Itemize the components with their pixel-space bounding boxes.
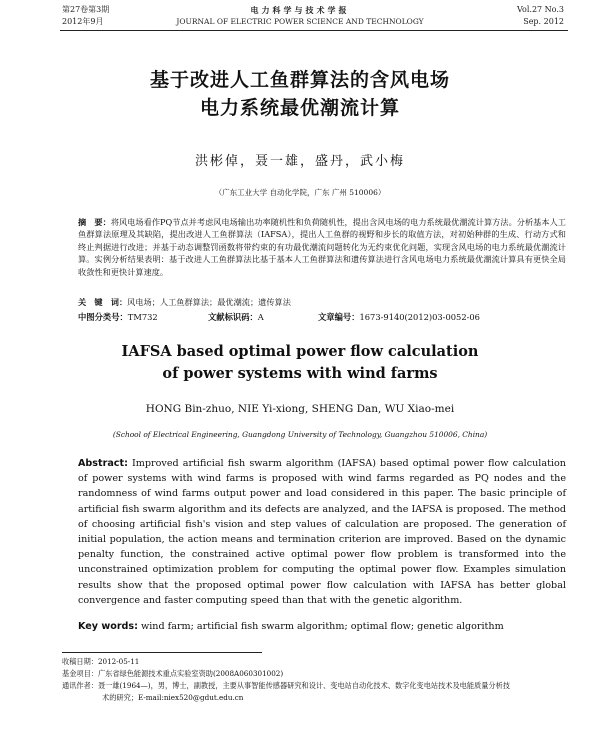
header-date-en: Sep. 2012 xyxy=(523,17,564,26)
doc-value: A xyxy=(257,312,264,322)
footnote-author-line2: 术的研究；E-mail:niex520@gdut.edu.cn xyxy=(102,693,244,702)
cn-title-line2: 电力系统最优潮流计算 xyxy=(199,97,400,119)
cn-authors: 洪彬倬，聂一雄，盛丹，武小梅 xyxy=(194,154,405,169)
header-volume-cn: 第27卷第3期 xyxy=(62,5,110,14)
clc-number xyxy=(78,311,158,323)
header-date-cn: 2012年9月 xyxy=(62,17,104,26)
header-journal-cn: 电力科学与技术学报 xyxy=(250,5,350,15)
en-abstract-text: Improved artificial fish swarm algorithm (IAFSA) based optimal power flow calculation of power systems with wind farms is proposed with wind farms regarded as PQ nodes and the randomness of wind farms output power and load considered in this paper. The basic principle of artificial fish swarm algorithm and its defects are analyzed, and the IAFSA is proposed. The method of choosing artificial fish's vision and step values of calculation are proposed. The generation of initial population, the action means and termination criterion are improved. Based on the dynamic penalty function, the constrained active optimal power flow problem is transformed into the unconstrained optimization problem for computing the optimal power flow. Examples simulation results show that the proposed optimal power flow calculation with IAFSA has better global convergence and faster computing speed than that with the genetic algorithm. xyxy=(78,458,566,606)
en-keywords xyxy=(78,621,566,632)
cn-abstract-text: 将风电场看作PQ节点并考虑风电场输出功率随机性和负荷随机性，提出含风电场的电力系统最优潮流计算方法。分析基本人工鱼群算法原理及其缺陷，提出改进人工鱼群算法（IAFSA），提出人工鱼群的视野和步长的取值方法，对初始种群的生成、行动方式和终止判据进行改进；并基于动态调整罚函数将带约束的有功最优潮流问题转化为无约束优化问题，实现含风电场的电力系统最优潮流计算。实例分析结果表明：基于改进人工鱼群算法比基于基本人工鱼群算法和遗传算法进行含风电场电力系统最优潮流计算具有更快全局收敛性和更快计算速度。 xyxy=(78,217,566,277)
header-volume-en: Vol.27 No.3 xyxy=(517,5,564,14)
footnote-received: 收稿日期：2012-05-11 xyxy=(62,657,140,666)
en-abstract xyxy=(78,456,566,608)
en-title-line2: of power systems with wind farms xyxy=(162,365,438,382)
cn-keywords-label: 关 键 词： xyxy=(78,297,128,307)
classification-row xyxy=(78,311,566,323)
cn-abstract xyxy=(78,216,566,278)
footnotes xyxy=(62,656,568,704)
cn-keywords xyxy=(78,296,566,308)
header-journal-en: JOURNAL OF ELECTRIC POWER SCIENCE AND TECHNOLOGY xyxy=(176,17,424,26)
footnote-fund: 基金项目：广东省绿色能源技术重点实验室资助(2008A060301002) xyxy=(62,669,284,678)
en-affiliation: (School of Electrical Engineering, Guangdong University of Technology, Guangzhou 510006, China) xyxy=(112,430,488,439)
footnote-author-line1: 通讯作者：聂一雄(1964—)，男，博士，副教授，主要从事智能传感器研究和设计、变电站自动化技术、数字化变电站技术及电能质量分析技 xyxy=(62,681,510,690)
header-rule xyxy=(60,30,568,31)
article-label: 文章编号： xyxy=(318,312,360,322)
en-abstract-label: Abstract: xyxy=(78,458,128,469)
clc-label: 中图分类号： xyxy=(78,312,128,322)
en-keywords-text: wind farm; artificial fish swarm algorithm; optimal flow; genetic algorithm xyxy=(141,621,504,632)
cn-abstract-label: 摘 要： xyxy=(78,217,111,227)
en-authors: HONG Bin-zhuo, NIE Yi-xiong, SHENG Dan, WU Xiao-mei xyxy=(145,403,455,415)
clc-value: TM732 xyxy=(127,312,158,322)
cn-title-line1: 基于改进人工鱼群算法的含风电场 xyxy=(149,69,450,91)
cn-keywords-text: 风电场；人工鱼群算法；最优潮流；遗传算法 xyxy=(127,297,291,307)
footnote-rule xyxy=(62,652,262,653)
article-number xyxy=(318,311,480,323)
article-value: 1673-9140(2012)03-0052-06 xyxy=(359,312,480,322)
doc-label: 文献标识码： xyxy=(208,312,258,322)
en-keywords-label: Key words: xyxy=(78,621,138,632)
cn-affiliation: （广东工业大学 自动化学院，广东 广州 510006） xyxy=(214,188,386,197)
doc-code xyxy=(208,311,264,323)
en-title-line1: IAFSA based optimal power flow calculation xyxy=(121,343,479,360)
